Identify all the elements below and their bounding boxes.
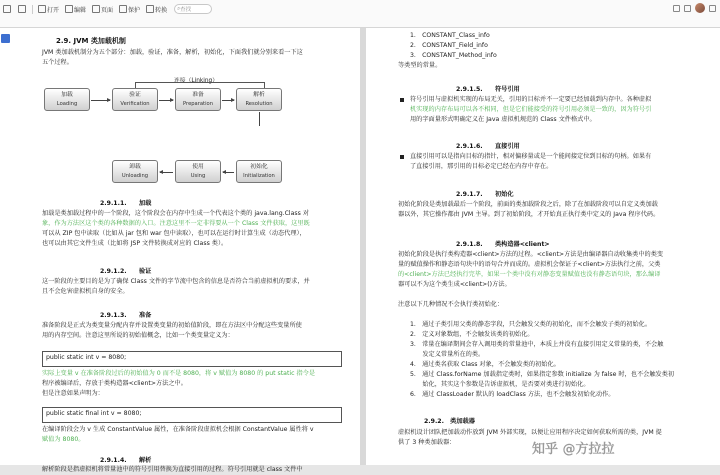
init-line-1: 初始化阶段是类加载最后一个阶段，前面的类加载阶段之后，除了在加载阶段可以自定义类加载	[398, 201, 658, 208]
classloader-line-1: 虚拟机设计团队把加载动作放到 JVM 外部实现，以便让应用程序决定如何获取所需的类，JVM 提	[398, 429, 662, 436]
load-text-1: 加载是类加载过程中的一个阶段，这个阶段会在内存中生成一个代表这个类的 java.lang.Class 对	[42, 210, 310, 217]
diagram-arrow-5	[223, 172, 234, 173]
diagram-link-label: 连接（Linking）	[174, 78, 219, 84]
menu-icon[interactable]	[684, 5, 691, 12]
direct-line-2: 了直接引用，那引用的目标必定已经在内存中存在。	[410, 163, 553, 170]
heading-symbol-ref: 2.9.1.5. 符号引用	[456, 86, 520, 93]
window-icon[interactable]	[673, 5, 680, 12]
intro-line-2: 五个过程。	[42, 59, 73, 66]
const-item-2: 2. CONSTANT_Field_info	[410, 42, 488, 49]
note-line: 注意以下几种情况不会执行类初始化：	[398, 301, 504, 308]
diagram-arrow-2	[159, 100, 173, 101]
rule-item-4: 4. 通过类名获取 Class 对象，不会触发类的初始化。	[410, 361, 560, 368]
code-1-text: public static int v = 8080;	[46, 354, 127, 361]
intro-line-1: JVM 类加载机制分为五个部分：加载，验证，准备，解析，初始化，下面我们就分别来看一下这	[42, 49, 303, 56]
rule-item-5b: 始化，其实这个参数是告诉虚拟机，是否要对类进行初始化。	[410, 381, 590, 388]
load-line-4: 也可以由其它文件生成（比如将 JSP 文件转换成对应的 Class 类）。	[42, 240, 228, 247]
diagram-prepare-box	[175, 88, 221, 111]
classloader-line-2: 供了 3 种类加载器：	[398, 439, 456, 446]
resolve-line-1: 解析阶段是指虚拟机将常量池中的符号引用替换为直接引用的过程。符号引用就是 class 文件中	[42, 466, 303, 473]
section-title: 2.9. JVM 类加载机制	[56, 37, 126, 45]
left-page	[0, 28, 360, 473]
diagram-arrow-4	[160, 172, 173, 173]
heading-load: 2.9.1.1. 加载	[100, 200, 152, 207]
toolbar-row	[0, 3, 212, 15]
diagram-resolve-box	[236, 88, 282, 111]
code-2-text: public static final int v = 8080;	[46, 410, 142, 417]
diagram-prepare-cn: 准备	[192, 92, 204, 98]
rule-item-6: 6. 通过 ClassLoader 默认的 loadClass 方法，也不会触发初始化动作。	[410, 391, 615, 398]
prepare-b-line-2: 程序被编译后，存放于类构造器<client>方法之中。	[42, 380, 187, 387]
protect-button[interactable]	[116, 4, 143, 15]
home-icon	[3, 5, 11, 13]
edit-button[interactable]	[62, 4, 89, 15]
page-button[interactable]	[89, 4, 116, 15]
more-icon[interactable]	[709, 5, 716, 12]
clinit-line-3: 的<client>方法已经执行完毕，如果一个类中没有对静态变量赋值也没有静态语句块，那么编译	[398, 271, 661, 278]
toolbar	[0, 0, 720, 28]
code-block-1	[42, 351, 342, 367]
diagram-load-en: Loading	[56, 101, 78, 107]
prepare-c-line-2: 赋值为 8080。	[42, 436, 85, 443]
diagram-unload-box	[112, 160, 158, 183]
const-item-1: 1. CONSTANT_Class_info	[410, 32, 490, 39]
open-label: 打开	[47, 6, 60, 14]
clinit-line-2: 量的赋值操作和静态语句块中的语句合并而成的。虚拟机会保证子<client>方法执行之前，父类	[398, 261, 661, 268]
bookmark-icon[interactable]	[1, 34, 10, 43]
diagram-prepare-en: Preparation	[183, 101, 213, 107]
diagram-init-en: Initialization	[243, 173, 275, 179]
open-button[interactable]	[35, 4, 62, 15]
rule-item-3: 3. 常量在编译期间会存入调用类的常量池中，本质上并没有直接引用定义常量的类，不会触	[410, 341, 664, 348]
toolbar-right	[673, 2, 716, 14]
init-line-2: 器以外，其它操作都由 JVM 主导。到了初始阶段，才开始真正执行类中定义的 Java 程序代码。	[398, 211, 660, 218]
diagram-resolve-en: Resolution	[245, 101, 273, 107]
diagram-load-box	[44, 88, 90, 111]
diagram-use-box	[175, 160, 221, 183]
watermark: 知乎 @方拉拉	[532, 442, 615, 457]
rule-item-3b: 发定义常量所在的类。	[410, 351, 485, 358]
convert-label: 转换	[155, 6, 168, 14]
prepare-b-line-1: 实际上变量 v 在准备阶段过后的初始值为 0 而不是 8080，将 v 赋值为 8080 的 put static 指令是	[42, 370, 316, 377]
diagram-resolve-cn: 解析	[253, 92, 265, 98]
rule-item-2: 2. 定义对象数组，不会触发该类的初始化。	[410, 331, 534, 338]
diagram-use-cn: 使用	[192, 164, 204, 170]
page-label: 页面	[101, 6, 114, 14]
search-input[interactable]	[174, 4, 212, 14]
convert-icon	[146, 5, 154, 13]
heading-prepare: 2.9.1.3. 准备	[100, 312, 152, 319]
rule-item-1: 1. 通过子类引用父类的静态字段，只会触发父类的初始化，而不会触发子类的初始化。	[410, 321, 652, 328]
diagram-verify-en: Verification	[120, 101, 150, 107]
heading-verify: 2.9.1.2. 验证	[100, 268, 152, 275]
load-line-3: 可以从 ZIP 包中读取（比如从 jar 包和 war 包中读取），也可以在运行时计算生成（动态代理），	[42, 230, 306, 237]
load-line-1	[42, 209, 309, 219]
prepare-c-line-1: 在编译阶段会为 v 生成 ConstantValue 属性，在准备阶段虚拟机会根据 ConstantValue 属性将 v	[42, 426, 314, 433]
search-icon: ⌕	[177, 5, 181, 12]
prepare-line-2: 用的内存空间。注意这里所说的初始值概念，比如一个类变量定义为：	[42, 332, 234, 339]
toolbar-separator	[32, 5, 33, 14]
direct-line-1: 直接引用可以是指向目标的指针，相对偏移量或是一个能间接定位到目标的句柄。如果有	[410, 153, 652, 160]
diagram-unload-en: Unloading	[121, 173, 149, 179]
edit-icon	[65, 5, 73, 13]
heading-init: 2.9.1.7. 初始化	[456, 191, 514, 198]
avatar[interactable]	[695, 3, 705, 13]
prepare-line-1: 准备阶段是正式为类变量分配内存并设置类变量的初始值阶段，即在方法区中分配这些变量所使	[42, 322, 302, 329]
diagram-init-cn: 初始化	[250, 164, 268, 170]
load-line-2: 象，作为方法区这个类的各种数据的入口。注意这里不一定非得要从一个 Class 文件获取，这里既	[42, 220, 310, 227]
save-button[interactable]	[15, 4, 30, 15]
edit-label: 编辑	[74, 6, 87, 14]
diagram-init-box	[236, 160, 282, 183]
verify-line-1: 这一阶段的主要目的是为了确保 Class 文件的字节流中包含的信息是否符合当前虚拟机的要求，并	[42, 278, 310, 285]
diagram-arrow-down	[259, 112, 260, 126]
diagram-verify-cn: 验证	[129, 92, 141, 98]
verify-line-2: 且不会危害虚拟机自身的安全。	[42, 288, 129, 295]
protect-label: 保护	[128, 6, 141, 14]
diagram-load-cn: 加载	[61, 92, 73, 98]
heading-direct-ref: 2.9.1.6. 直接引用	[456, 143, 520, 150]
diagram-verify-box	[112, 88, 158, 111]
diagram-arrow-3	[222, 100, 234, 101]
prepare-b-line-3: 但是注意如果声明为：	[42, 390, 104, 397]
diagram-unload-cn: 卸载	[129, 164, 141, 170]
save-icon	[18, 5, 26, 13]
lock-icon	[119, 5, 127, 13]
clinit-line-1: 初始化阶段是执行类构造器<client>方法的过程。<client>方法是由编译器自动收集类中的类变	[398, 251, 664, 258]
code-block-2	[42, 407, 342, 423]
page-icon	[92, 5, 100, 13]
diagram-use-en: Using	[190, 173, 206, 179]
rule-item-5: 5. 通过 Class.forName 加载指定类时，如果指定参数 initialize 为 false 时，也不会触发类初	[410, 371, 675, 378]
bullet-direct-ref	[400, 155, 404, 159]
symbol-line-3: 用的字面量形式明确定义在 Java 虚拟机规范的 Class 文件格式中。	[410, 116, 596, 123]
home-button[interactable]	[0, 4, 15, 15]
symbol-line-1: 符号引用与虚拟机实现的布局无关，引用的目标并不一定要已经加载到内存中。各种虚拟	[410, 96, 652, 103]
const-tail: 等类型的常量。	[398, 62, 442, 69]
diagram-arrow-1	[91, 100, 110, 101]
heading-resolve: 2.9.1.4. 解析	[100, 457, 152, 464]
heading-classloader: 2.9.2. 类加载器	[424, 418, 475, 425]
const-item-3: 3. CONSTANT_Method_info	[410, 52, 497, 59]
right-page	[366, 28, 720, 465]
clinit-line-4: 器可以不为这个类生成<client>()方法。	[398, 281, 511, 288]
bullet-symbol-ref	[400, 98, 404, 102]
symbol-line-2: 机实现的内存布局可以各不相同，但是它们能接受的符号引用必须是一致的，因为符号引	[410, 106, 652, 113]
heading-clinit: 2.9.1.8. 类构造器<client>	[456, 241, 550, 248]
folder-icon	[38, 5, 46, 13]
convert-button[interactable]	[143, 4, 170, 15]
search-placeholder: 查找	[180, 7, 192, 13]
